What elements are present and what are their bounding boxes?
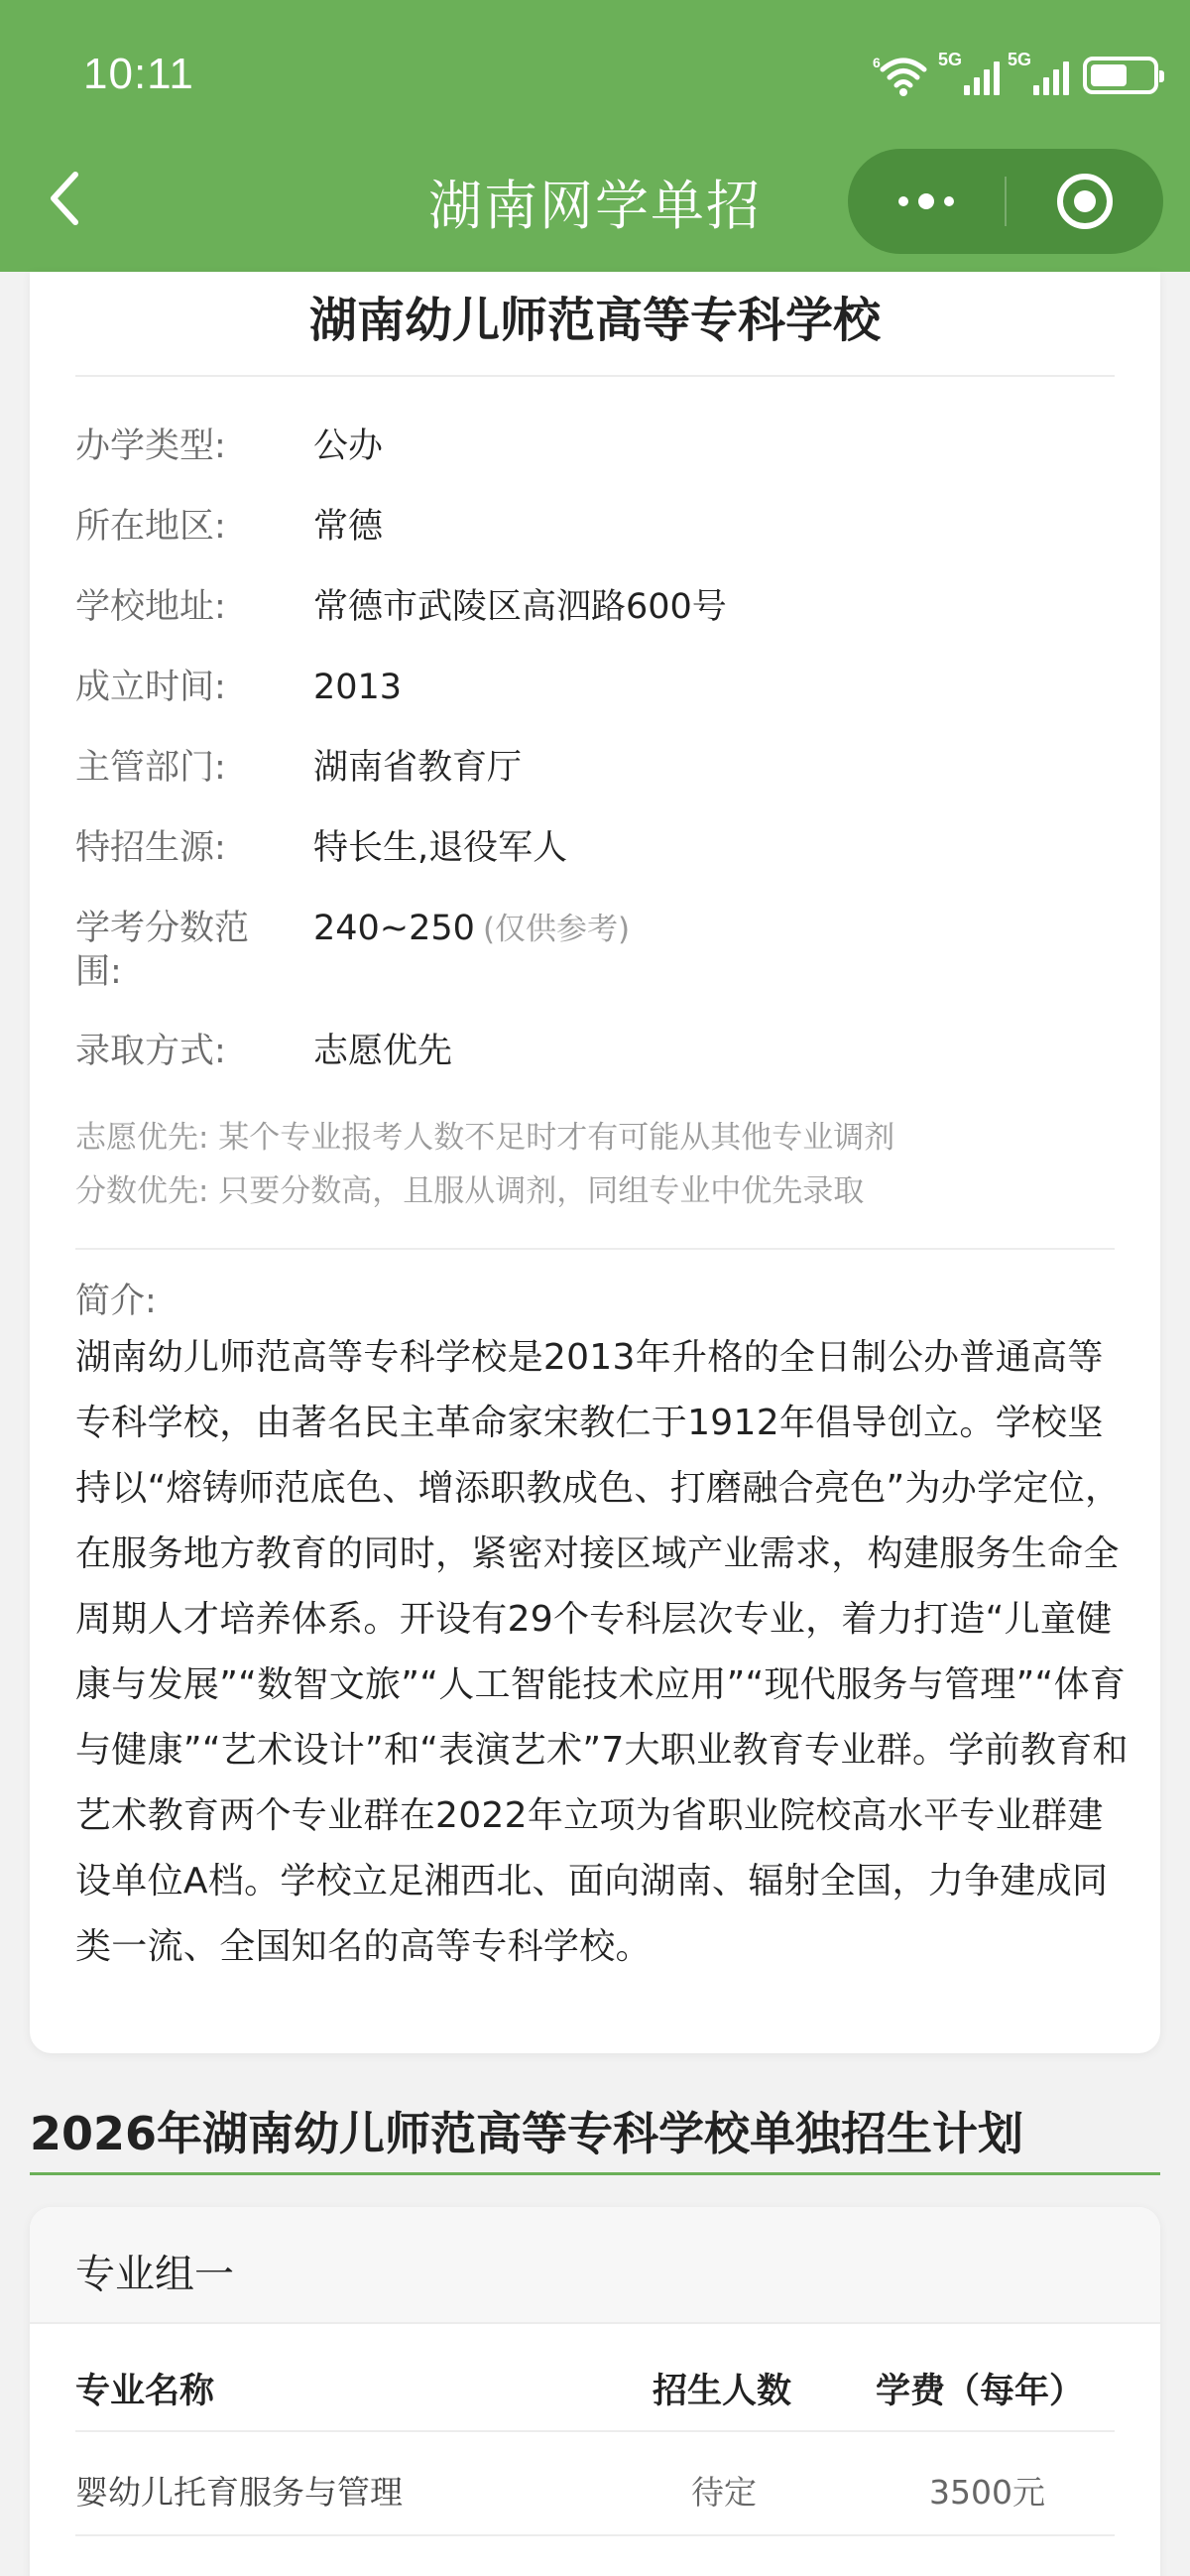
close-mini-program-button[interactable] (1007, 149, 1163, 254)
admission-hint: 志愿优先: 某个专业报考人数不足时才有可能从其他专业调剂 (75, 1120, 895, 1156)
info-value: 特长生,退役军人 (313, 828, 568, 868)
score-range-value: 240~250 (313, 909, 475, 948)
divider (75, 1248, 1115, 1250)
target-circle-icon (1057, 174, 1113, 229)
signal-label: 5G (1008, 50, 1032, 69)
section-underline (30, 2172, 1160, 2175)
intro-label: 简介: (75, 1282, 157, 1321)
wifi-icon (873, 54, 930, 97)
plan-card (30, 2207, 1160, 2576)
status-time: 10:11 (83, 50, 194, 98)
svg-text:6: 6 (873, 55, 881, 70)
info-label: 学考分数范围: (75, 909, 250, 992)
more-dots-icon (898, 193, 954, 209)
info-label: 主管部门: (75, 748, 226, 788)
school-name: 湖南幼儿师范高等专科学校 (308, 293, 881, 348)
cell-signal-icon (938, 50, 1000, 95)
info-label: 学校地址: (75, 587, 226, 627)
status-icons (873, 50, 1158, 101)
major-name: 婴幼儿托育服务与管理 (75, 2473, 403, 2512)
battery-icon (1083, 57, 1158, 94)
app-header (0, 0, 1190, 272)
info-value: 2013 (313, 668, 403, 707)
info-label: 所在地区: (75, 507, 226, 547)
group-header (30, 2207, 1160, 2324)
plan-section-title: 2026年湖南幼儿师范高等专科学校单独招生计划 (30, 2107, 1024, 2160)
info-value (313, 907, 630, 951)
info-label: 特招生源: (75, 828, 226, 868)
info-value: 志愿优先 (313, 1032, 453, 1071)
group-title: 专业组一 (75, 2252, 234, 2297)
column-header-count: 招生人数 (653, 2372, 792, 2411)
signal-label: 5G (938, 50, 963, 69)
mini-program-capsule (848, 149, 1163, 254)
info-label: 办学类型: (75, 427, 226, 466)
info-value: 常德市武陵区高泗路600号 (313, 587, 727, 627)
divider (75, 375, 1115, 377)
divider (75, 2534, 1115, 2536)
info-label: 录取方式: (75, 1032, 226, 1071)
enroll-count: 待定 (691, 2473, 757, 2512)
reference-note: (仅供参考) (482, 912, 631, 947)
page-title: 湖南网学单招 (428, 175, 762, 237)
school-info-card (30, 272, 1160, 2053)
divider (75, 2430, 1115, 2432)
more-button[interactable] (848, 149, 1005, 254)
info-value: 常德 (313, 507, 384, 547)
admission-hint: 分数优先: 只要分数高，且服从调剂，同组专业中优先录取 (75, 1173, 865, 1209)
cell-signal-icon (1008, 50, 1069, 95)
intro-text: 湖南幼儿师范高等专科学校是2013年升格的全日制公办普通高等专科学校，由著名民主革命家宋教仁于1912年倡导创立。学校坚持以“熔铸师范底色、增添职教成色、打磨融合亮色”为办学定位，在服务地方教育的同时，紧密对接区域产业需求，构建服务生命全周期人才培养体系。开设有29个专科层次专业，着力打造“儿童健康与发展”“数智文旅”“人工智能技术应用”“现代服务与管理”“体育与健康”“艺术设计”和“表演艺术”7大职业教育专业群。学前教育和艺术教育两个专业群在2022年立项为省职业院校高水平专业群建设单位A档。学校立足湘西北、面向湖南、辐射全国，力争建成同类一流、全国知名的高等专科学校。 (75, 1337, 1129, 1967)
column-header-major: 专业名称 (75, 2372, 215, 2411)
info-value: 湖南省教育厅 (313, 748, 523, 788)
info-label: 成立时间: (75, 668, 226, 707)
tuition-fee: 3500元 (929, 2473, 1045, 2512)
info-value: 公办 (313, 427, 384, 466)
column-header-fee: 学费（每年） (876, 2372, 1085, 2411)
